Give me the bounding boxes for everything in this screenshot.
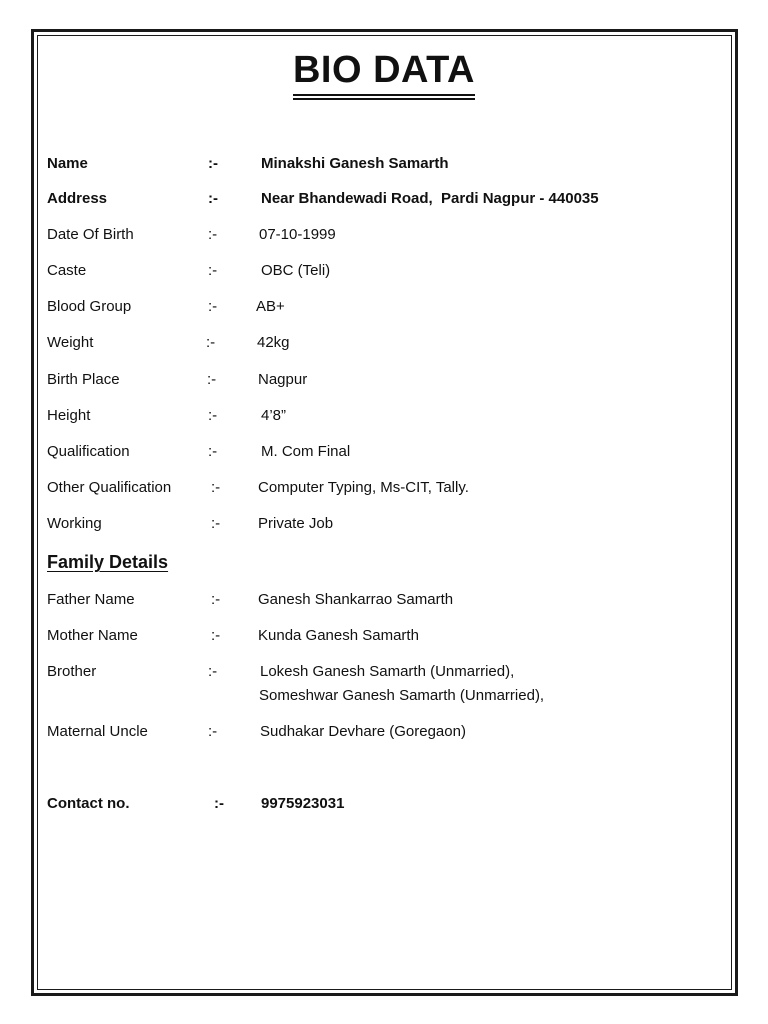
field-separator: :- [211,627,221,644]
field-separator: :- [208,407,218,424]
row-brother [0,661,768,707]
field-value: 9975923031 [261,795,345,812]
field-label: Father Name [47,591,135,608]
document-title-text: BIO DATA [293,48,475,96]
field-label: Date Of Birth [47,226,134,243]
field-label: Other Qualification [47,479,172,496]
field-label: Working [47,515,102,532]
field-label: Caste [47,262,87,279]
row-other-qualification [0,477,768,499]
field-value: 4’8” [261,407,287,424]
field-value: Sudhakar Devhare (Goregaon) [260,723,466,740]
field-value: 07-10-1999 [259,226,336,243]
row-name [0,153,768,175]
field-separator: :- [208,723,218,740]
row-contact [0,793,768,815]
field-label: Qualification [47,443,130,460]
family-details-heading: Family Details [47,552,169,572]
field-separator: :- [207,371,217,388]
field-separator: :- [214,795,224,812]
field-value: AB+ [256,298,285,315]
field-value: 42kg [257,334,290,351]
row-height [0,405,768,427]
row-weight [0,332,768,354]
field-value: Lokesh Ganesh Samarth (Unmarried), [260,663,515,680]
field-separator: :- [211,515,221,532]
row-birth-place [0,369,768,391]
field-label: Maternal Uncle [47,723,148,740]
row-working [0,513,768,535]
field-label: Brother [47,663,97,680]
field-separator: :- [208,226,218,243]
field-value: Ganesh Shankarrao Samarth [258,591,454,608]
row-father-name [0,589,768,611]
field-separator: :- [208,443,218,460]
field-separator: :- [208,262,218,279]
field-value: Nagpur [258,371,308,388]
field-separator: :- [211,591,221,608]
row-date-of-birth [0,224,768,246]
field-label: Blood Group [47,298,132,315]
row-blood-group [0,296,768,318]
row-qualification [0,441,768,463]
field-separator: :- [208,155,218,172]
field-label: Weight [47,334,94,351]
field-value: Minakshi Ganesh Samarth [261,155,449,172]
field-value-second-line: Someshwar Ganesh Samarth (Unmarried), [259,687,545,704]
field-separator: :- [211,479,221,496]
field-separator: :- [208,298,218,315]
field-label: Mother Name [47,627,138,644]
field-value: Near Bhandewadi Road, Pardi Nagpur - 440035 [261,190,599,207]
field-value: Kunda Ganesh Samarth [258,627,419,644]
field-label: Name [47,155,88,172]
field-separator: :- [208,190,218,207]
field-label: Birth Place [47,371,120,388]
field-separator: :- [208,663,218,680]
field-label: Address [47,190,108,207]
row-mother-name [0,625,768,647]
field-separator: :- [206,334,216,351]
row-maternal-uncle [0,721,768,743]
field-label: Contact no. [47,795,130,812]
field-value: OBC (Teli) [261,262,331,279]
row-caste [0,260,768,282]
field-value: M. Com Final [261,443,351,460]
field-value: Computer Typing, Ms-CIT, Tally. [258,479,469,496]
field-value: Private Job [258,515,334,532]
field-label: Height [47,407,91,424]
document-title [0,48,768,96]
row-address [0,188,768,210]
